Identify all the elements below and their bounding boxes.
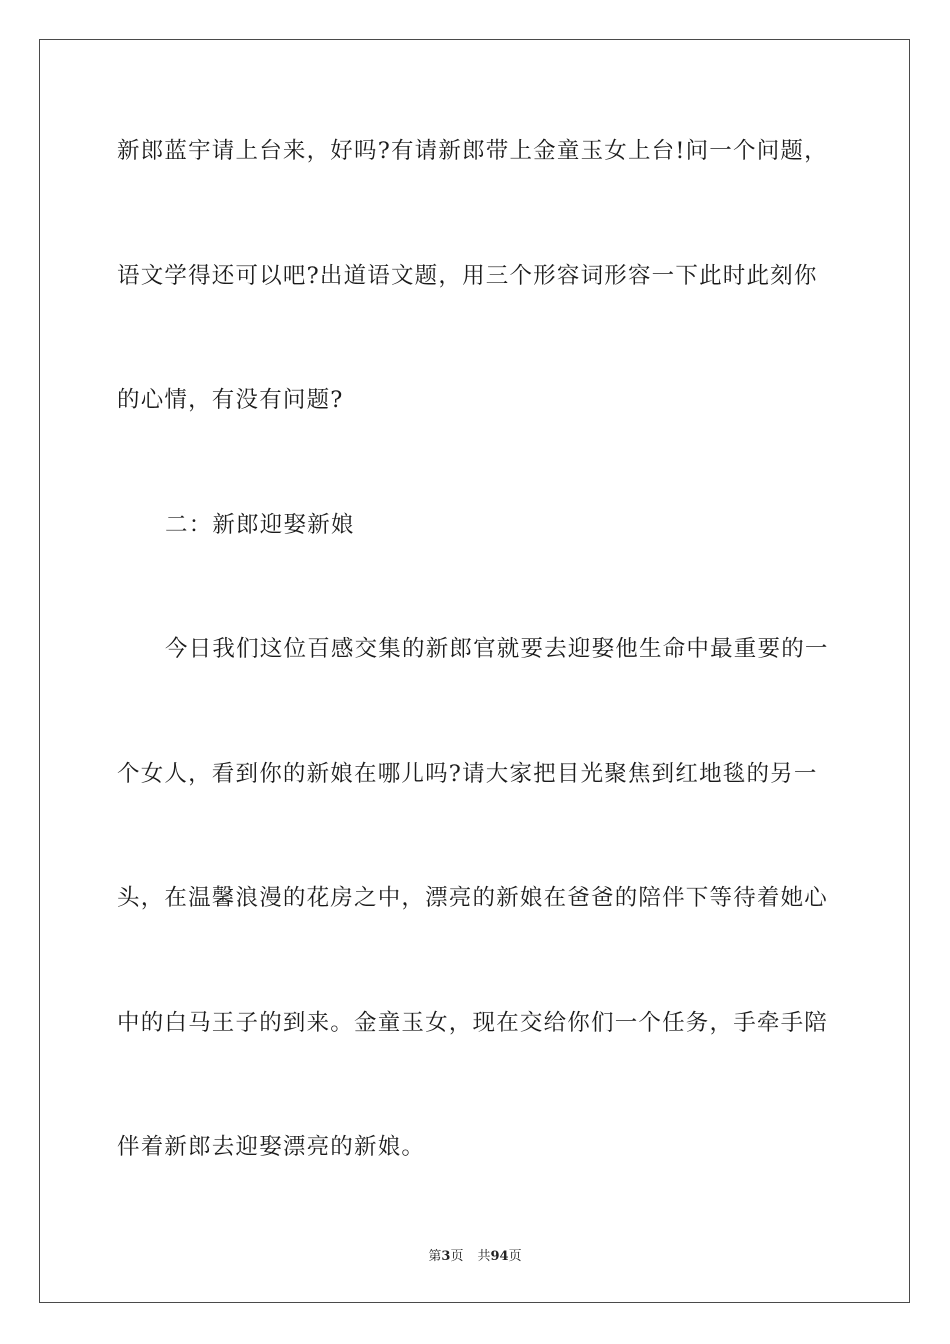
paragraph-line-7: 头，在温馨浪漫的花房之中，漂亮的新娘在爸爸的陪伴下等待着她心 xyxy=(117,885,829,911)
paragraph-line-8: 中的白马王子的到来。金童玉女，现在交给你们一个任务，手牵手陪 xyxy=(117,1010,829,1036)
total-pages: 94 xyxy=(490,1249,509,1264)
page-border xyxy=(39,39,910,1303)
paragraph-line-3: 的心情，有没有问题? xyxy=(117,387,344,413)
page-number: 3 xyxy=(441,1249,451,1264)
total-prefix: 共 xyxy=(477,1249,491,1264)
paragraph-line-1: 新郎蓝宇请上台来，好吗?有请新郎带上金童玉女上台!问一个问题， xyxy=(117,138,828,164)
paragraph-line-9: 伴着新郎去迎娶漂亮的新娘。 xyxy=(117,1134,426,1160)
paragraph-line-5: 今日我们这位百感交集的新郎官就要去迎娶他生命中最重要的一 xyxy=(165,636,829,662)
page-prefix: 第 xyxy=(428,1249,442,1264)
page-footer xyxy=(0,1248,950,1266)
total-suffix: 页 xyxy=(508,1249,522,1264)
page-suffix: 页 xyxy=(450,1249,464,1264)
paragraph-line-6: 个女人，看到你的新娘在哪儿吗?请大家把目光聚焦到红地毯的另一 xyxy=(117,761,818,787)
paragraph-line-2: 语文学得还可以吧?出道语文题，用三个形容词形容一下此时此刻你 xyxy=(117,263,818,289)
section-heading: 二：新郎迎娶新娘 xyxy=(165,512,355,538)
